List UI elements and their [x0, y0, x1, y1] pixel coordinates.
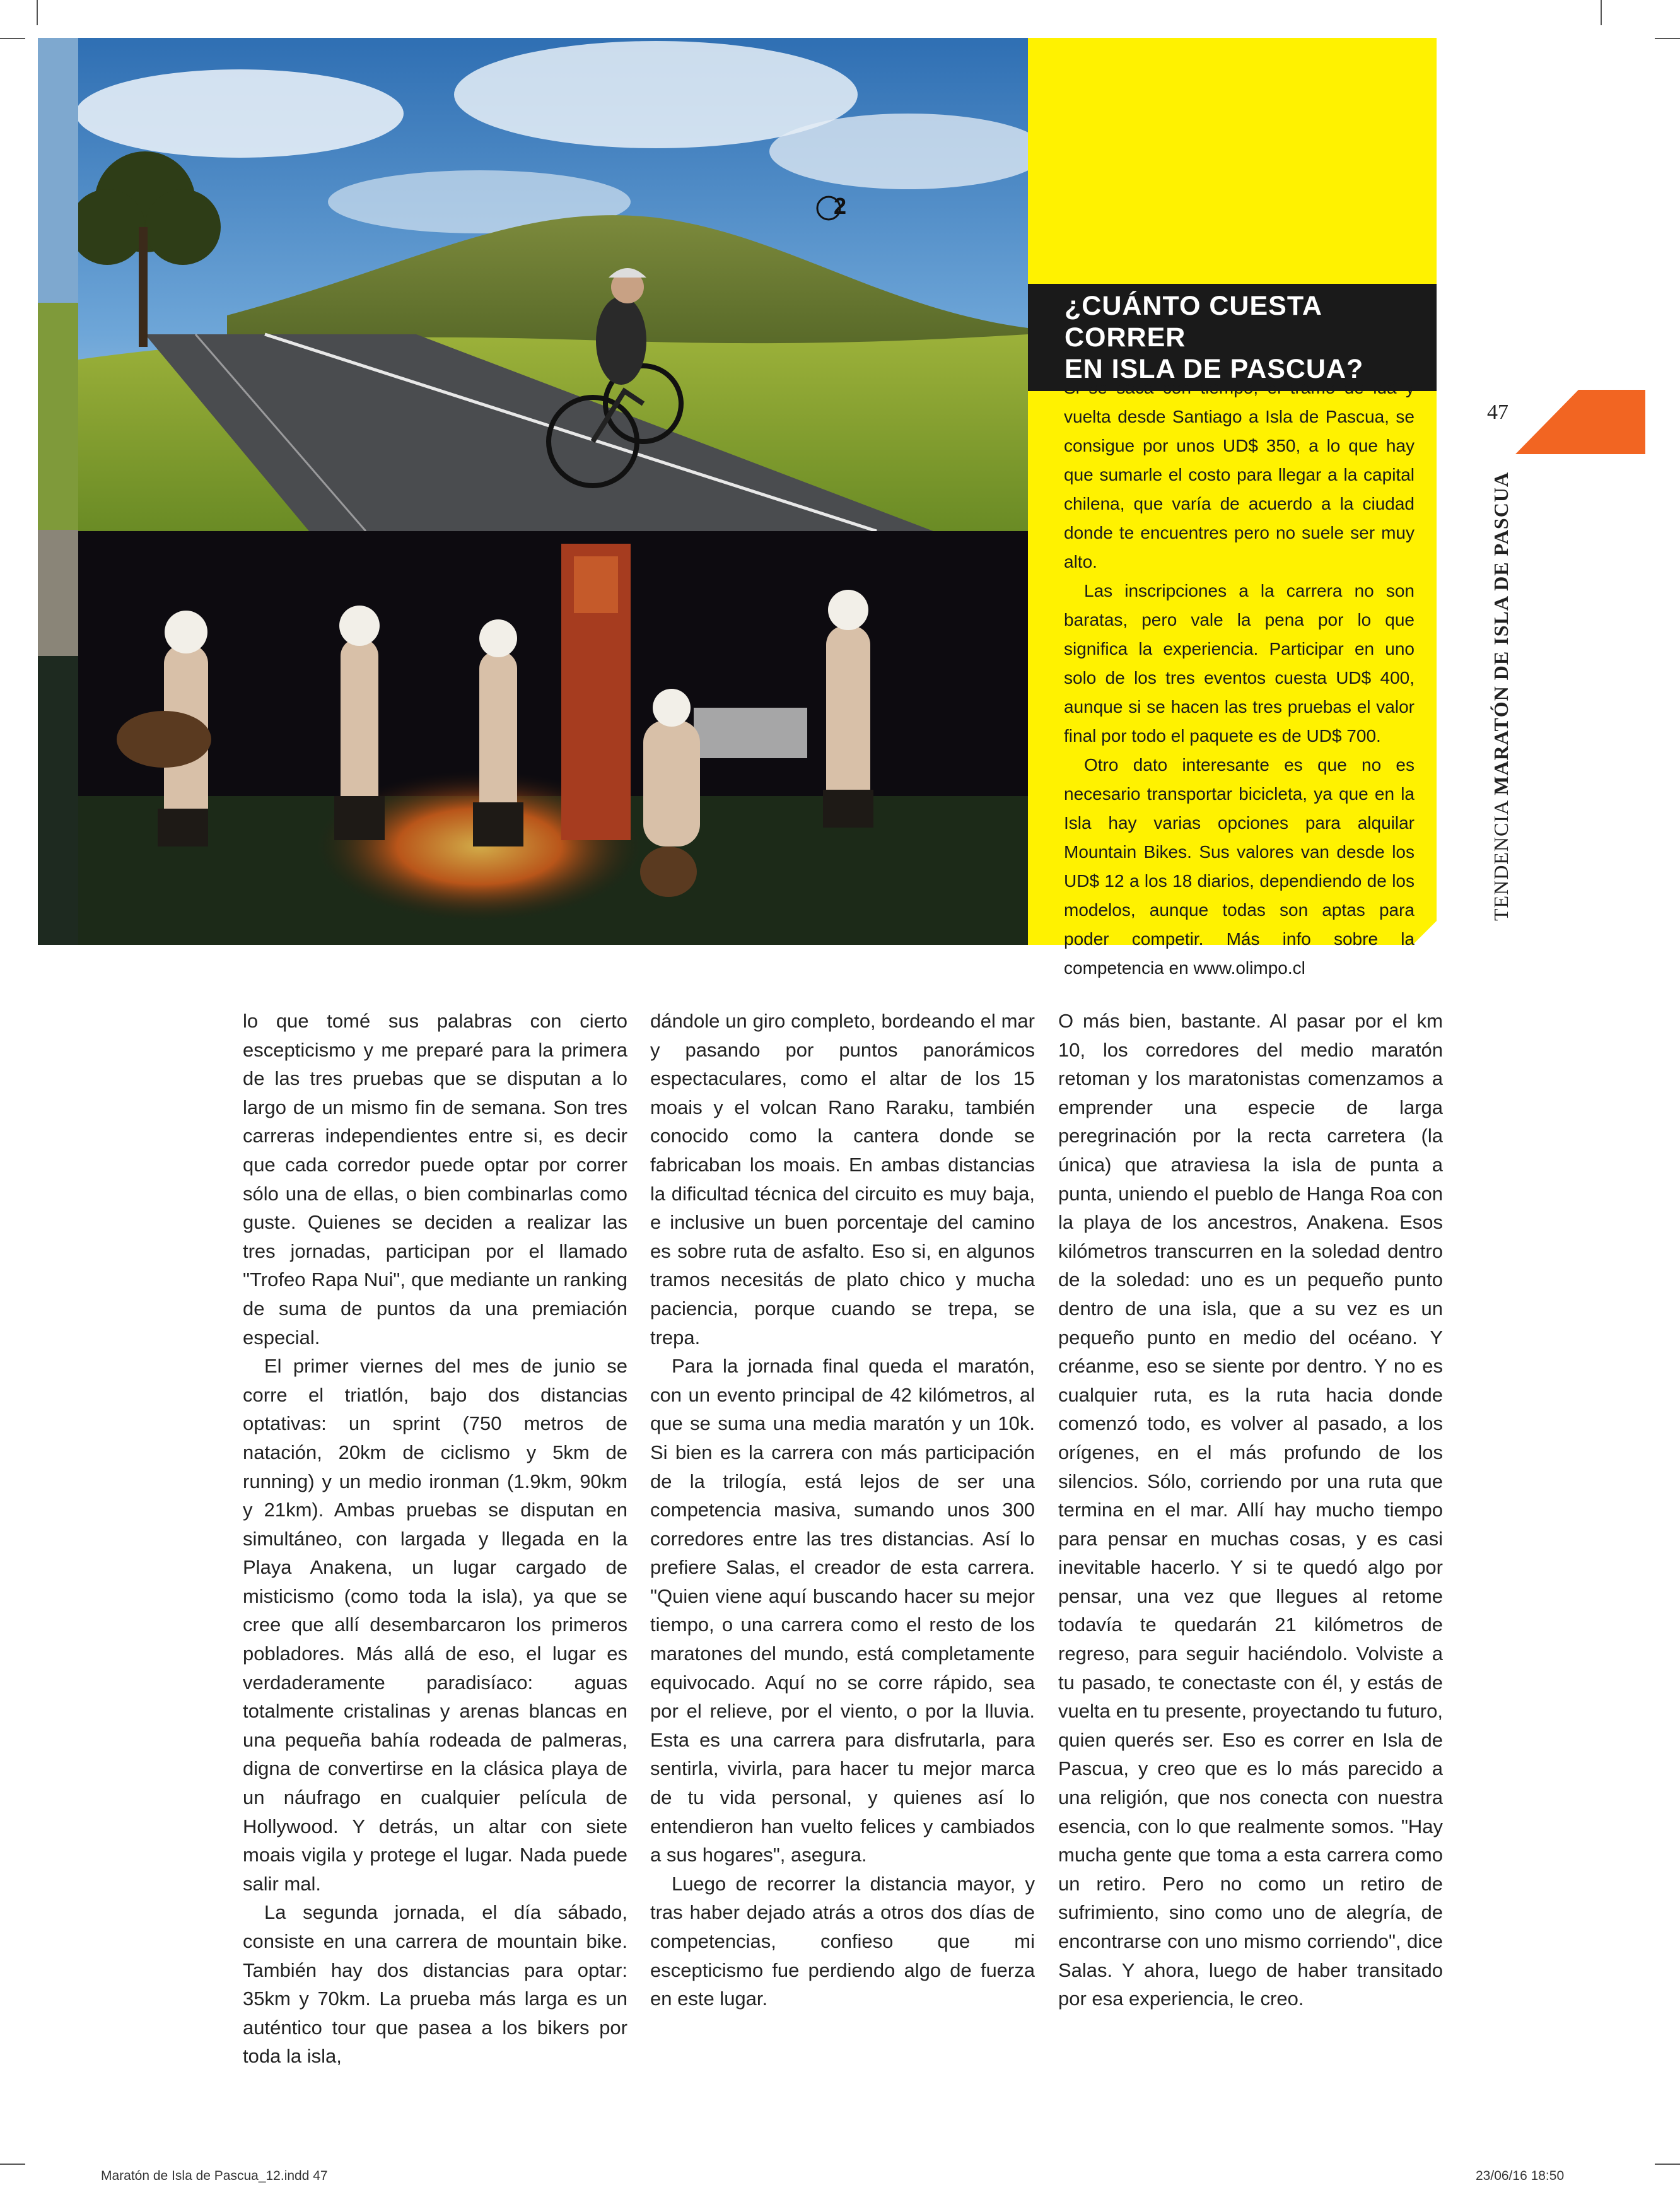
section-tab	[1515, 390, 1645, 454]
article-paragraph: dándole un giro completo, bordeando el mar y pasando por puntos panorámicos espectaculares, como el altar de los 15 moais y el volcan Rano Raraku, también conocido como la cantera donde se fabricaban los moais. En ambas distancias la dificultad técnica del circuito es muy baja, e inclusive un buen porcentaje del camino es sobre ruta de asfalto. Eso si, en algunos tramos necesitás de plato chico y mucha paciencia, porque cuando se trepa, se trepa.	[650, 1010, 1035, 1349]
performers-photo	[38, 531, 1028, 945]
photo-number-badge	[815, 189, 853, 227]
article-paragraph: La segunda jornada, el día sábado, consiste en una carrera de mountain bike. También hay dos distancias para optar: 35km y 70km. La prueba más larga es un auténtico tour que pasea a los bikers por toda la isla,	[243, 1901, 627, 2068]
article-paragraph: El primer viernes del mes de junio se corre el triatlón, bajo dos distancias optativas: un sprint (750 metros de natación, 20km de ciclismo y 5km de running) y un medio ironman (1.9km, 90km y 21km). Ambas pruebas se disputan en simultáneo, con largada y llegada en la Playa Anakena, un lugar cargado de misticismo (como toda la isla), ya que se cree que allí desembarcaron los primeros pobladores. Más allá de eso, el lugar es verdaderamente paradisíaco: aguas totalmente cristalinas y arenas blancas en una pequeña bahía rodeada de palmeras, digna de convertirse en la clásica playa de un náufrago en cualquier película de Hollywood. Y detrás, un altar con siete moais vigila y protege el lugar. Nada puede salir mal.	[243, 1355, 627, 1895]
crop-mark	[1655, 2164, 1680, 2165]
photo-number: 2	[834, 193, 847, 219]
footer-file-slug: Maratón de Isla de Pascua_12.indd 47	[101, 2169, 328, 2183]
article-column-1	[243, 1007, 627, 2071]
section-title: MARATÓN DE ISLA DE PASCUA	[1490, 471, 1512, 795]
crop-mark	[1655, 38, 1680, 39]
left-photo-strip	[38, 38, 78, 945]
crop-mark	[0, 2164, 25, 2165]
section-name: TENDENCIA	[1490, 800, 1512, 921]
sidebar-body	[1064, 373, 1415, 983]
page-number: 47	[1487, 401, 1508, 424]
section-label	[1490, 472, 1513, 921]
article-paragraph: Luego de recorrer la distancia mayor, y tras haber dejado atrás a otros dos días de competencias, confieso que mi escepticismo fue perdiendo algo de fuerza en este lugar.	[650, 1872, 1035, 2010]
sidebar-paragraph: Otro dato interesante es que no es necesario transportar bicicleta, ya que en la Isla hay varias opciones para alquilar Mountain Bikes. Sus valores van desde los UD$ 12 a los 18 diarios, dependiendo de los modelos, aunque todas son aptas para poder competir. Más info sobre la competencia en www.olimpo.cl	[1064, 755, 1415, 978]
article-paragraph: lo que tomé sus palabras con cierto escepticismo y me preparé para la primera de las tres pruebas que se disputan a lo largo de un mismo fin de semana. Son tres carreras independientes entre si, es decir que cada corredor puede optar por correr sólo una de ellas, o bien combinarlas como guste. Quienes se deciden a realizar las tres jornadas, participan por el llamado "Trofeo Rapa Nui", que mediante un ranking de suma de puntos da una premiación especial.	[243, 1010, 627, 1349]
crop-mark	[37, 0, 38, 25]
crop-mark	[0, 38, 25, 39]
sidebar-title-line1: ¿CUÁNTO CUESTA CORRER	[1065, 291, 1322, 353]
cyclist-photo	[38, 38, 1028, 531]
article-paragraph: O más bien, bastante. Al pasar por el km 10, los corredores del medio maratón retoman y los maratonistas comenzamos a emprender una especie de larga peregrinación por la recta carretera (la única) que atraviesa la isla de punta a punta, uniendo el pueblo de Hanga Roa con la playa de los ancestros, Anakena. Esos kilómetros transcurren en la soledad dentro de la soledad: uno es un pequeño punto dentro de una isla, que a su vez es un pequeño punto en medio del océano. Y créanme, eso se siente por dentro. Y no es cualquier ruta, es la ruta hacia donde comenzó todo, es volver al pasado, a los orígenes, en el más profundo de los silencios. Sólo, corriendo por una ruta que termina en el mar. Allí hay mucho tiempo para pensar en muchas cosas, y es casi inevitable hacerlo. Y si te quedó algo por pensar, una vez que llegues al retome todavía te quedarán 21 kilómetros de regreso, para seguir haciéndolo. Volviste a tu pasado, te conectaste con él, y estás de vuelta en tu presente, proyectando tu futuro, quien querés ser. Eso es correr en Isla de Pascua, y creo que es lo más parecido a una religión, que nos conecta con nuestra esencia, con lo que realmente somos. "Hay mucha gente que toma a esta carrera como un retiro. Pero no como un retiro de sufrimiento, sino como uno de alegría, de encontrarse con uno mismo corriendo", dice Salas. Y ahora, luego de haber transitado por esa experiencia, le creo.	[1058, 1010, 1443, 2010]
sidebar-paragraph: Si se saca con tiempo, el tramo de ida y vuelta desde Santiago a Isla de Pascua, se consigue por unos UD$ 350, a lo que hay que sumarle el costo para llegar a la capital chilena, que varía de acuerdo a la ciudad donde te encuentres pero no suele ser muy alto.	[1064, 378, 1415, 571]
article-column-3	[1058, 1007, 1443, 2013]
sidebar-title-line2: EN ISLA DE PASCUA?	[1065, 354, 1364, 384]
article-column-2	[650, 1007, 1035, 2013]
article-paragraph: Para la jornada final queda el maratón, con un evento principal de 42 kilómetros, al que se suma una media maratón y un 10k. Si bien es la carrera con más participación de la trilogía, está lejos de ser una competencia masiva, sumando unos 300 corredores entre las tres distancias. Así lo prefiere Salas, el creador de esta carrera. "Quien viene aquí buscando hacer su mejor tiempo, o una carrera como el resto de los maratones del mundo, está completamente equivocado. Aquí no se corre rápido, sea por el relieve, por el viento, o por la lluvia. Esta es una carrera para disfrutarla, para sentirla, vivirla, para hacer tu mejor marca de tu vida personal, y quienes así lo entendieron han vuelto felices y cambiados a sus hogares", asegura.	[650, 1355, 1035, 1866]
sidebar-paragraph: Las inscripciones a la carrera no son baratas, pero vale la pena por lo que significa la experiencia. Participar en uno solo de los tres eventos cuesta UD$ 400, aunque si se hacen las tres pruebas el valor final por todo el paquete es de UD$ 700.	[1064, 581, 1415, 746]
crop-mark	[1601, 0, 1602, 25]
footer-date-slug: 23/06/16 18:50	[1476, 2169, 1565, 2183]
